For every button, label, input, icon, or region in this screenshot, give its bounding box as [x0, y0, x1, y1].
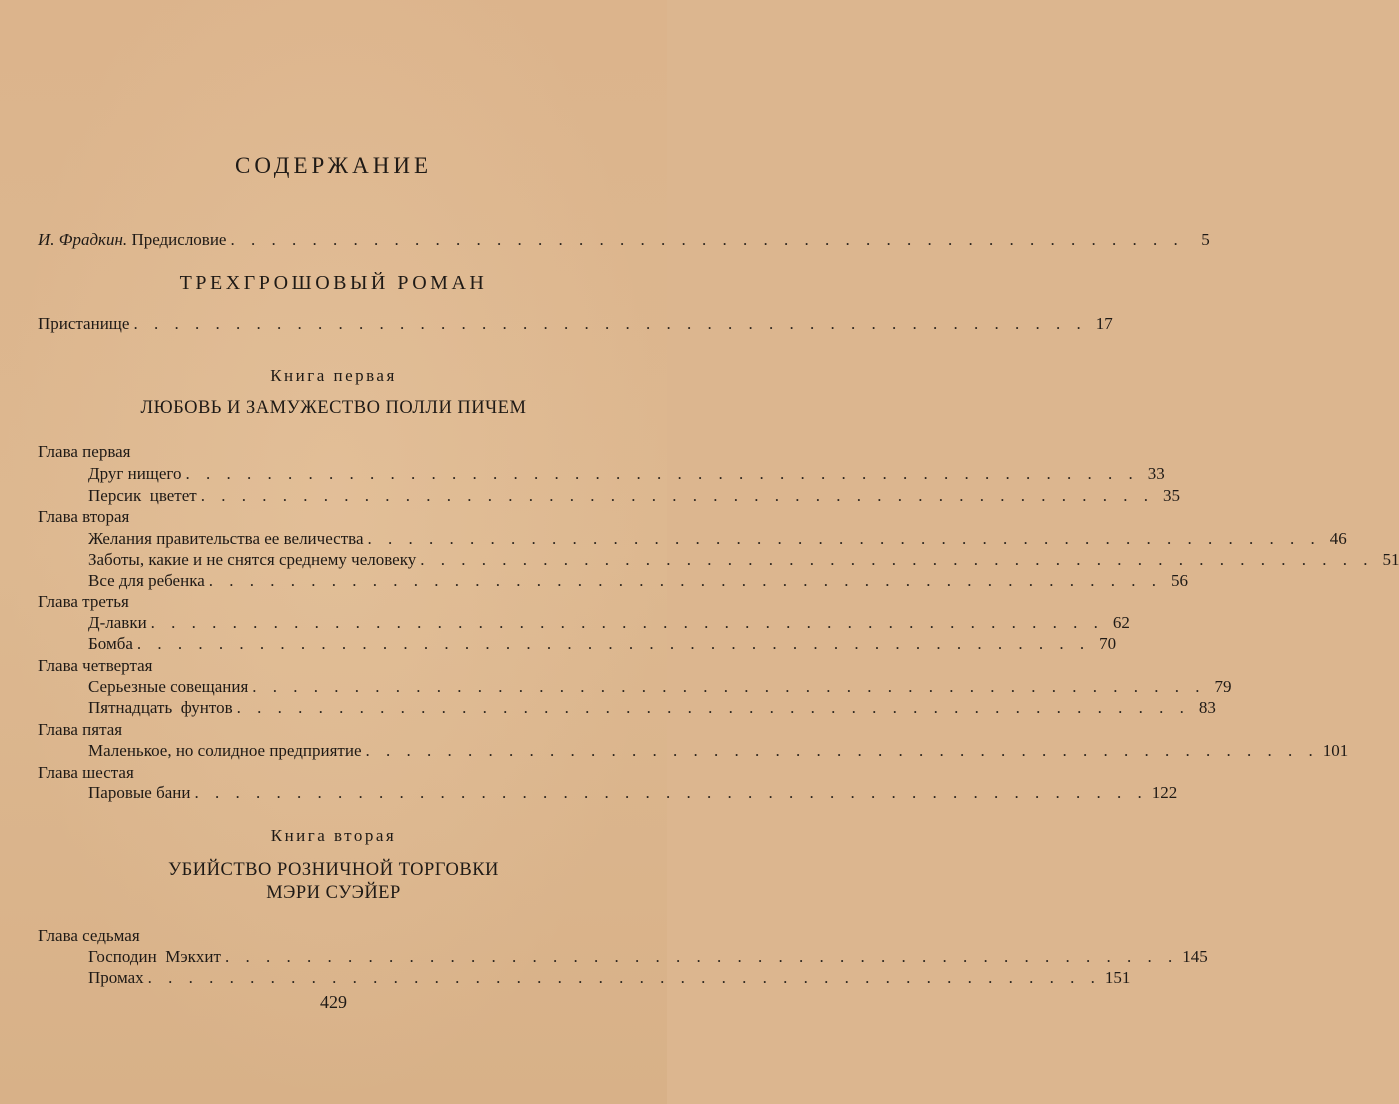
- novel-title: ТРЕХГРОШОВЫЙ РОМАН: [179, 272, 488, 294]
- chapter-heading: Глава вторая: [38, 507, 130, 526]
- dot-leader: . . . . . . . . . . . . . . . . . . . . . . . . . . . . . . . . . . . . . . . . . . . . . . .: [200, 486, 1154, 505]
- book-label: Книга вторая: [270, 826, 397, 845]
- entry-title: Персик цветет: [88, 486, 197, 505]
- page-number: 5: [1201, 230, 1210, 249]
- toc-entry: [88, 570, 1189, 592]
- chapter-heading: Глава четвертая: [38, 656, 153, 675]
- entry-title: Маленькое, но солидное предприятие: [88, 741, 362, 760]
- entry-title: Промах: [88, 968, 144, 987]
- entry-title: Паровые бани: [88, 783, 191, 802]
- toc-entry: [88, 676, 1232, 698]
- preface-title: Предисловие: [131, 230, 227, 249]
- toc-entry: [88, 697, 1216, 719]
- page-number: 151: [1104, 968, 1131, 987]
- page-number: 122: [1151, 783, 1178, 802]
- book-title-line2: МЭРИ СУЭЙЕР: [266, 883, 401, 903]
- toc-entry-prologue: [38, 313, 1113, 335]
- dot-leader: . . . . . . . . . . . . . . . . . . . . . . . . . . . . . . . . . . . . . . . . . . . . . . .: [208, 571, 1163, 590]
- page-number: 145: [1182, 947, 1208, 966]
- dot-leader: . . . . . . . . . . . . . . . . . . . . . . . . . . . . . . . . . . . . . . . . . . . . . . .: [236, 698, 1190, 717]
- entry-title: Д-лавки: [88, 613, 147, 632]
- toc-entry: [88, 633, 1117, 655]
- toc-entry: [88, 612, 1130, 634]
- entry-title: Бомба: [88, 634, 133, 653]
- dot-leader: . . . . . . . . . . . . . . . . . . . . . . . . . . . . . . . . . . . . . . . . . . . . . . .: [365, 741, 1319, 760]
- toc-entry: [88, 740, 1349, 762]
- dot-leader: . . . . . . . . . . . . . . . . . . . . . . . . . . . . . . . . . . . . . . . . . . . . . . .: [367, 529, 1321, 548]
- entry-title: Заботы, какие и не снятся среднему человеку: [88, 550, 417, 569]
- toc-entry: [88, 463, 1165, 485]
- dot-leader: . . . . . . . . . . . . . . . . . . . . . . . . . . . . . . . . . . . . . . . . . . . . . . .: [230, 230, 1184, 249]
- page-number: 83: [1198, 698, 1216, 717]
- chapter-heading: Глава седьмая: [38, 926, 140, 945]
- entry-title: Все для ребенка: [88, 571, 205, 590]
- page-number: 79: [1214, 677, 1232, 696]
- dot-leader: . . . . . . . . . . . . . . . . . . . . . . . . . . . . . . . . . . . . . . . . . . . . . . .: [224, 947, 1179, 966]
- entry-title: Серьезные совещания: [88, 677, 249, 696]
- page-number: 46: [1329, 529, 1347, 548]
- dot-leader: . . . . . . . . . . . . . . . . . . . . . . . . . . . . . . . . . . . . . . . . . . . . . . .: [150, 613, 1104, 632]
- entry-title: Пятнадцать фунтов: [88, 698, 233, 717]
- entry-title: Пристанище: [38, 314, 130, 333]
- dot-leader: . . . . . . . . . . . . . . . . . . . . . . . . . . . . . . . . . . . . . . . . . . . . . . .: [194, 783, 1148, 802]
- book-title: ЛЮБОВЬ И ЗАМУЖЕСТВО ПОЛЛИ ПИЧЕМ: [140, 398, 527, 418]
- entry-title: Желания правительства ее величества: [88, 529, 364, 548]
- page-number: 17: [1095, 314, 1113, 333]
- entry-title: Господин Мэкхит: [88, 947, 221, 966]
- page-number: 62: [1112, 613, 1130, 632]
- toc-entry-preface: [38, 229, 1210, 251]
- entry-title: Друг нищего: [88, 464, 182, 483]
- chapter-heading: Глава шестая: [38, 763, 134, 782]
- chapter-heading: Глава третья: [38, 592, 129, 611]
- preface-author: И. Фрадкин.: [38, 230, 128, 249]
- dot-leader: . . . . . . . . . . . . . . . . . . . . . . . . . . . . . . . . . . . . . . . . . . . . . . .: [420, 550, 1374, 569]
- toc-entry: [88, 946, 1208, 968]
- chapter-heading: Глава пятая: [38, 720, 123, 739]
- dot-leader: . . . . . . . . . . . . . . . . . . . . . . . . . . . . . . . . . . . . . . . . . . . . . . .: [185, 464, 1139, 483]
- toc-entry: [88, 549, 1399, 571]
- toc-entry: [88, 485, 1180, 507]
- dot-leader: . . . . . . . . . . . . . . . . . . . . . . . . . . . . . . . . . . . . . . . . . . . . . . .: [133, 314, 1087, 333]
- chapter-heading: Глава первая: [38, 442, 131, 461]
- page-number: 56: [1171, 571, 1189, 590]
- book-label: Книга первая: [270, 366, 397, 385]
- page-folio: 429: [320, 992, 347, 1012]
- page-number: 101: [1322, 741, 1349, 760]
- book-title-line1: УБИЙСТВО РОЗНИЧНОЙ ТОРГОВКИ: [168, 860, 499, 880]
- page-title: СОДЕРЖАНИЕ: [234, 153, 432, 178]
- dot-leader: . . . . . . . . . . . . . . . . . . . . . . . . . . . . . . . . . . . . . . . . . . . . . . .: [136, 634, 1091, 653]
- page-number: 70: [1099, 634, 1117, 653]
- page-number: 33: [1147, 464, 1165, 483]
- dot-leader: . . . . . . . . . . . . . . . . . . . . . . . . . . . . . . . . . . . . . . . . . . . . . . .: [252, 677, 1206, 696]
- toc-entry: [88, 967, 1131, 989]
- toc-entry: [88, 782, 1178, 804]
- page-number: 51: [1382, 550, 1399, 569]
- page-number: 35: [1162, 486, 1180, 505]
- dot-leader: . . . . . . . . . . . . . . . . . . . . . . . . . . . . . . . . . . . . . . . . . . . . . . .: [147, 968, 1101, 987]
- toc-entry: [88, 528, 1347, 550]
